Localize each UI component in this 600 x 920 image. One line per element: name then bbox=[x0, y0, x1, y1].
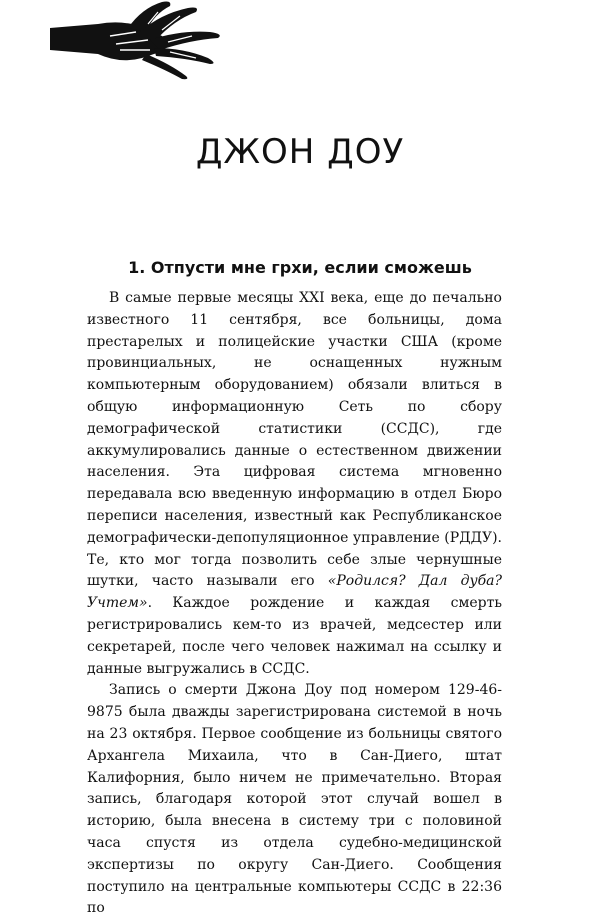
italic-quote: «Родился? Дал дуба? Учтем» bbox=[87, 573, 502, 612]
chapter-title: ДЖОН ДОУ bbox=[195, 132, 405, 172]
paragraph-2: Запись о смерти Джона Доу под номером 129-46-9875 была дважды зарегистрирована системой в ночь на 23 октября. Первое сообщение из больницы святого Архангела Михаила, что в Сан-Диего, штат Калифорния, было ничем не примечательно. Вторая запись, благодаря которой этот случай вошел в историю, была внесена в систему три с половиной часа спустя из отдела судебно-медицинской экспертизы по округу Сан-Диего. Сообщения поступило на центральные компьютеры ССДС в 22:36 по bbox=[87, 682, 502, 917]
paragraph-1 bbox=[87, 288, 502, 680]
section-heading: 1. Отпусти мне грхи, еслии сможешь bbox=[128, 258, 472, 277]
paragraph-1-part-2: . Каждое рождение и каждая смерть регистрировались кем-то из врачей, медсестер или секретарей, после чего человек нажимал на ссылку и данные выгружались в ССДС. bbox=[87, 595, 502, 677]
paragraph-1-part-1: В самые первые месяцы XXI века, еще до печально известного 11 сентября, все больницы, дома престарелых и полицейские участки США (кроме провинциальных, не оснащенных нужным компьютерным оборудованием) обязали влиться в общую информационную Сеть по сбору демографической статистики (ССДС), где аккумулировались данные о естественном движении населения. Эта цифровая система мгновенно передавала всю введенную информацию в отдел Бюро переписи населения, известный как Республиканское демографически-депопуляционное управление (РДДУ). Те, кто мог тогда позволить себе злые чернушные шутки, часто называли его bbox=[87, 290, 502, 590]
body-text bbox=[87, 288, 502, 920]
claw-hand-icon bbox=[50, 0, 240, 80]
